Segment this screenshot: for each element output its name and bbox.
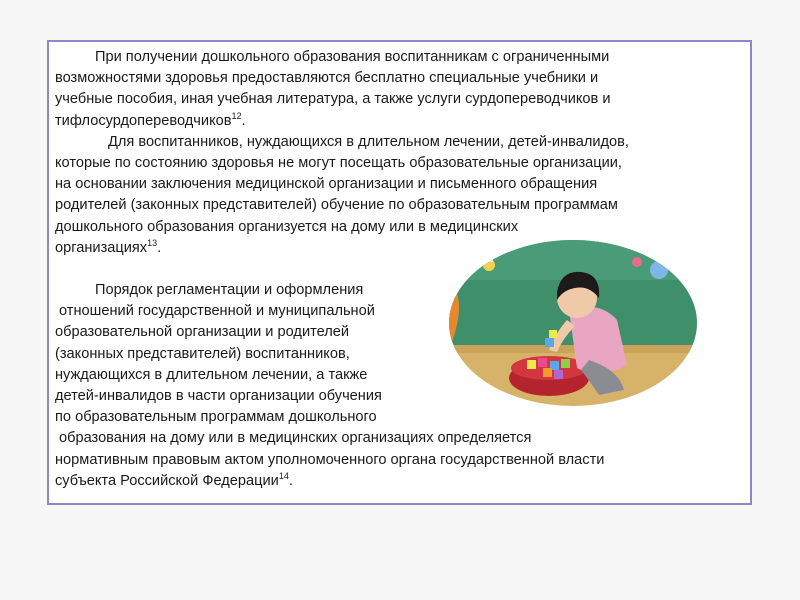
footnote-ref: 12 — [231, 110, 242, 121]
text-line: учебные пособия, иная учебная литература, а также услуги сурдопереводчиков и — [55, 91, 611, 108]
text-line: образовательной организации и родителей — [55, 324, 350, 341]
text-line: по образовательным программам дошкольного — [55, 409, 377, 426]
text-line — [55, 111, 745, 132]
text-line: возможностями здоровья предоставляются бесплатно специальные учебники и — [55, 70, 599, 87]
punctuation: . — [241, 112, 246, 129]
text-line: детей-инвалидов в части организации обучения — [55, 388, 382, 404]
text-segment: тифлосурдопереводчиков — [55, 112, 232, 129]
footnote-ref: 13 — [147, 237, 158, 248]
text-line: образования на дому или в медицинских организациях определяется — [59, 430, 532, 447]
text-line: отношений государственной и муниципальной — [59, 303, 375, 320]
text-line: При получении дошкольного образования воспитанникам с ограниченными — [95, 49, 610, 65]
child-photo — [449, 240, 697, 406]
text-line: родителей (законных представителей) обучение по образовательным программам — [55, 197, 618, 214]
text-line: нормативным правовым актом уполномоченного органа государственной власти — [55, 451, 605, 468]
text-line: которые по состоянию здоровья не могут посещать образовательные организации, — [55, 154, 622, 171]
punctuation: . — [157, 239, 162, 256]
text-line — [55, 471, 745, 492]
text-line: Порядок регламентации и оформления — [95, 282, 364, 299]
text-line: дошкольного образования организуется на дому или в медицинских — [55, 218, 519, 235]
text-line: Для воспитанников, нуждающихся в длительном лечении, детей-инвалидов, — [108, 133, 629, 150]
text-line: (законных представителей) воспитанников, — [55, 345, 350, 362]
text-segment: организациях — [55, 239, 148, 256]
text-line: на основании заключения медицинской организации и письменного обращения — [55, 176, 598, 193]
text-line: нуждающихся в длительном лечении, а также — [55, 366, 368, 383]
footnote-ref: 14 — [278, 470, 289, 481]
text-segment: субъекта Российской Федерации — [55, 472, 279, 489]
punctuation: . — [288, 472, 293, 489]
